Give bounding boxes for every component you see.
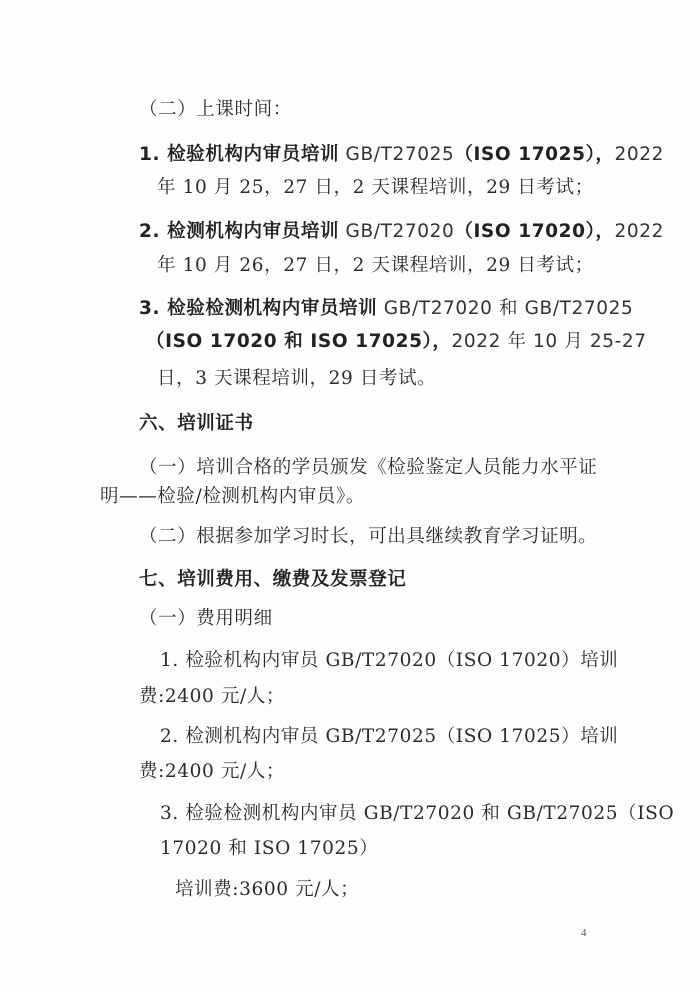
text-segment: 明——检验/检测机构内审员》。 (100, 486, 365, 507)
text-line (175, 877, 359, 903)
text-segment: GB/T27020 (339, 221, 455, 242)
text-line (139, 606, 273, 632)
text-line (160, 836, 378, 862)
page-number: 4 (581, 927, 587, 939)
text-line (139, 684, 285, 710)
text-segment: （一）费用明细 (139, 608, 273, 629)
text-segment: 1. 检验机构内审员培训 (139, 144, 340, 165)
text-line (139, 97, 292, 123)
text-line (160, 648, 618, 674)
text-segment: 3. 检验检测机构内审员培训 (139, 298, 378, 319)
text-line (139, 455, 597, 481)
text-line (157, 175, 594, 201)
text-segment: 费:2400 元/人； (139, 686, 286, 707)
text-segment: 年 10 月 26，27 日，2 天课程培训，29 日考试； (157, 255, 594, 276)
text-line (160, 724, 618, 750)
text-segment: GB/T27025 (339, 144, 455, 165)
text-segment: 2022 (614, 221, 665, 242)
text-segment: （ISO 17025）， (454, 144, 615, 165)
text-line (160, 801, 674, 827)
text-segment: （二）上课时间： (139, 99, 292, 120)
text-segment: 3. 检验检测机构内审员 GB/T27020 和 GB/T27025（ISO (160, 803, 675, 824)
text-segment: （二）根据参加学习时长，可出具继续教育学习证明。 (139, 526, 598, 547)
text-line (139, 524, 597, 550)
section-heading (139, 567, 406, 593)
text-segment: 年 10 月 25，27 日，2 天课程培训，29 日考试； (157, 177, 594, 198)
text-line (157, 253, 594, 279)
text-line (157, 366, 436, 392)
text-segment: 六、培训证书 (139, 413, 254, 434)
text-segment: 七、培训费用、缴费及发票登记 (139, 569, 407, 590)
text-line (139, 296, 633, 322)
text-line (139, 759, 285, 785)
text-segment: （ISO 17020）， (454, 221, 615, 242)
text-segment: 2. 检测机构内审员培训 (139, 221, 340, 242)
text-segment: （一）培训合格的学员颁发《检验鉴定人员能力水平证 (139, 457, 598, 478)
text-line (139, 142, 664, 168)
text-line (146, 329, 647, 355)
text-segment: GB/T27020 和 GB/T27025 (377, 298, 634, 319)
text-segment: 17020 和 ISO 17025） (160, 838, 379, 859)
text-segment: 2022 年 10 月 25-27 (451, 331, 647, 352)
text-segment: 1. 检验机构内审员 GB/T27020（ISO 17020）培训 (160, 650, 619, 671)
text-segment: 日，3 天课程培训，29 日考试。 (157, 368, 437, 389)
section-heading (139, 411, 254, 437)
text-segment: 2. 检测机构内审员 GB/T27025（ISO 17025）培训 (160, 726, 619, 747)
text-line (100, 484, 365, 510)
text-segment: 培训费:3600 元/人； (175, 879, 360, 900)
text-segment: 费:2400 元/人； (139, 761, 286, 782)
text-segment: （ISO 17020 和 ISO 17025）， (146, 331, 452, 352)
text-line (139, 219, 664, 245)
text-segment: 2022 (614, 144, 665, 165)
